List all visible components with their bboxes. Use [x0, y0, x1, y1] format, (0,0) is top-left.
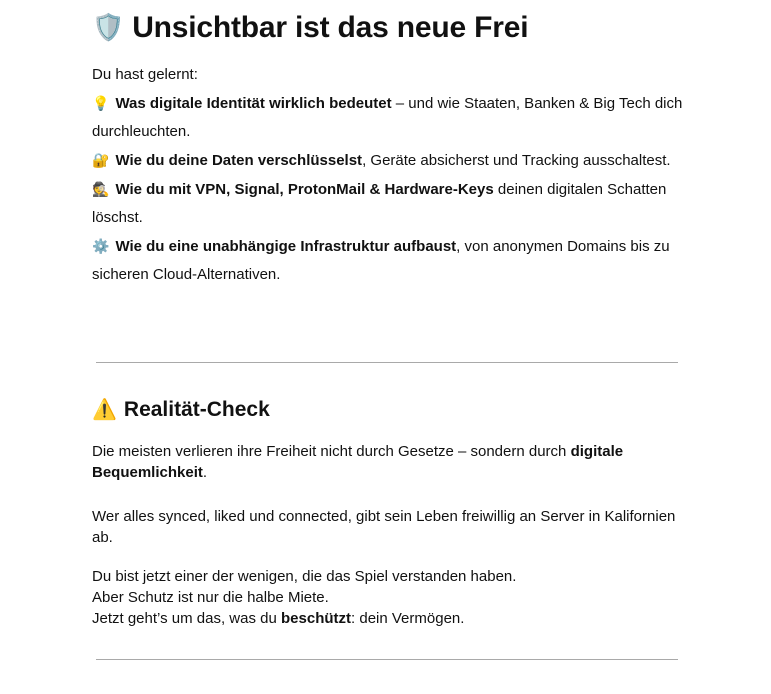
- section-heading: [92, 396, 270, 424]
- horizontal-divider: [96, 659, 678, 660]
- paragraph-line: Jetzt geht’s um das, was du: [92, 610, 281, 627]
- paragraph-text: : dein Vermögen.: [351, 610, 465, 627]
- paragraph: [92, 441, 682, 483]
- detective-icon: 🕵️: [92, 181, 110, 197]
- list-item-text: , von anonymen Domains bis zu sicheren Cloud-Alternativen.: [92, 238, 670, 283]
- section-heading-text: Realität-Check: [123, 398, 270, 421]
- paragraph-bold: digitale Bequemlichkeit: [92, 443, 624, 481]
- paragraph-bold: beschützt: [281, 610, 352, 627]
- page-title-text: Unsichtbar ist das neue Frei: [132, 11, 529, 44]
- list-item: [92, 232, 692, 289]
- intro-lead: Du hast gelernt:: [92, 66, 198, 83]
- lock-key-icon: 🔐: [92, 152, 110, 168]
- gear-icon: ⚙️: [92, 238, 110, 254]
- list-item-text: , Geräte absicherst und Tracking ausschaltest.: [362, 152, 671, 169]
- list-item: [92, 89, 692, 146]
- paragraph: Wer alles synced, liked und connected, gibt sein Leben freiwillig an Server in Kalifornien ab.: [92, 508, 676, 546]
- list-item-bold: Was digitale Identität wirklich bedeutet: [115, 95, 392, 112]
- paragraph-text: .: [202, 464, 208, 481]
- paragraph: [92, 566, 682, 629]
- list-item-bold: Wie du eine unabhängige Infrastruktur aufbaust: [115, 238, 457, 255]
- shield-icon: 🛡️: [92, 12, 125, 42]
- list-item-text: deinen digitalen Schatten löschst.: [92, 181, 667, 226]
- list-item-text: – und wie Staaten, Banken & Big Tech dich durchleuchten.: [92, 95, 683, 140]
- list-item: [92, 175, 692, 232]
- paragraph-text: Die meisten verlieren ihre Freiheit nicht durch Gesetze – sondern durch: [92, 443, 571, 460]
- intro-section: [92, 61, 692, 289]
- paragraph-line: Du bist jetzt einer der wenigen, die das Spiel verstanden haben.: [92, 568, 517, 585]
- list-item-bold: Wie du mit VPN, Signal, ProtonMail & Hardware-Keys: [115, 181, 494, 198]
- lightbulb-icon: 💡: [92, 95, 110, 111]
- horizontal-divider: [96, 362, 678, 363]
- warning-icon: ⚠️: [92, 399, 117, 421]
- paragraph-line: Aber Schutz ist nur die halbe Miete.: [92, 589, 329, 606]
- page-title: [92, 8, 528, 47]
- list-item-bold: Wie du deine Daten verschlüsselst: [115, 152, 363, 169]
- list-item: [92, 146, 692, 175]
